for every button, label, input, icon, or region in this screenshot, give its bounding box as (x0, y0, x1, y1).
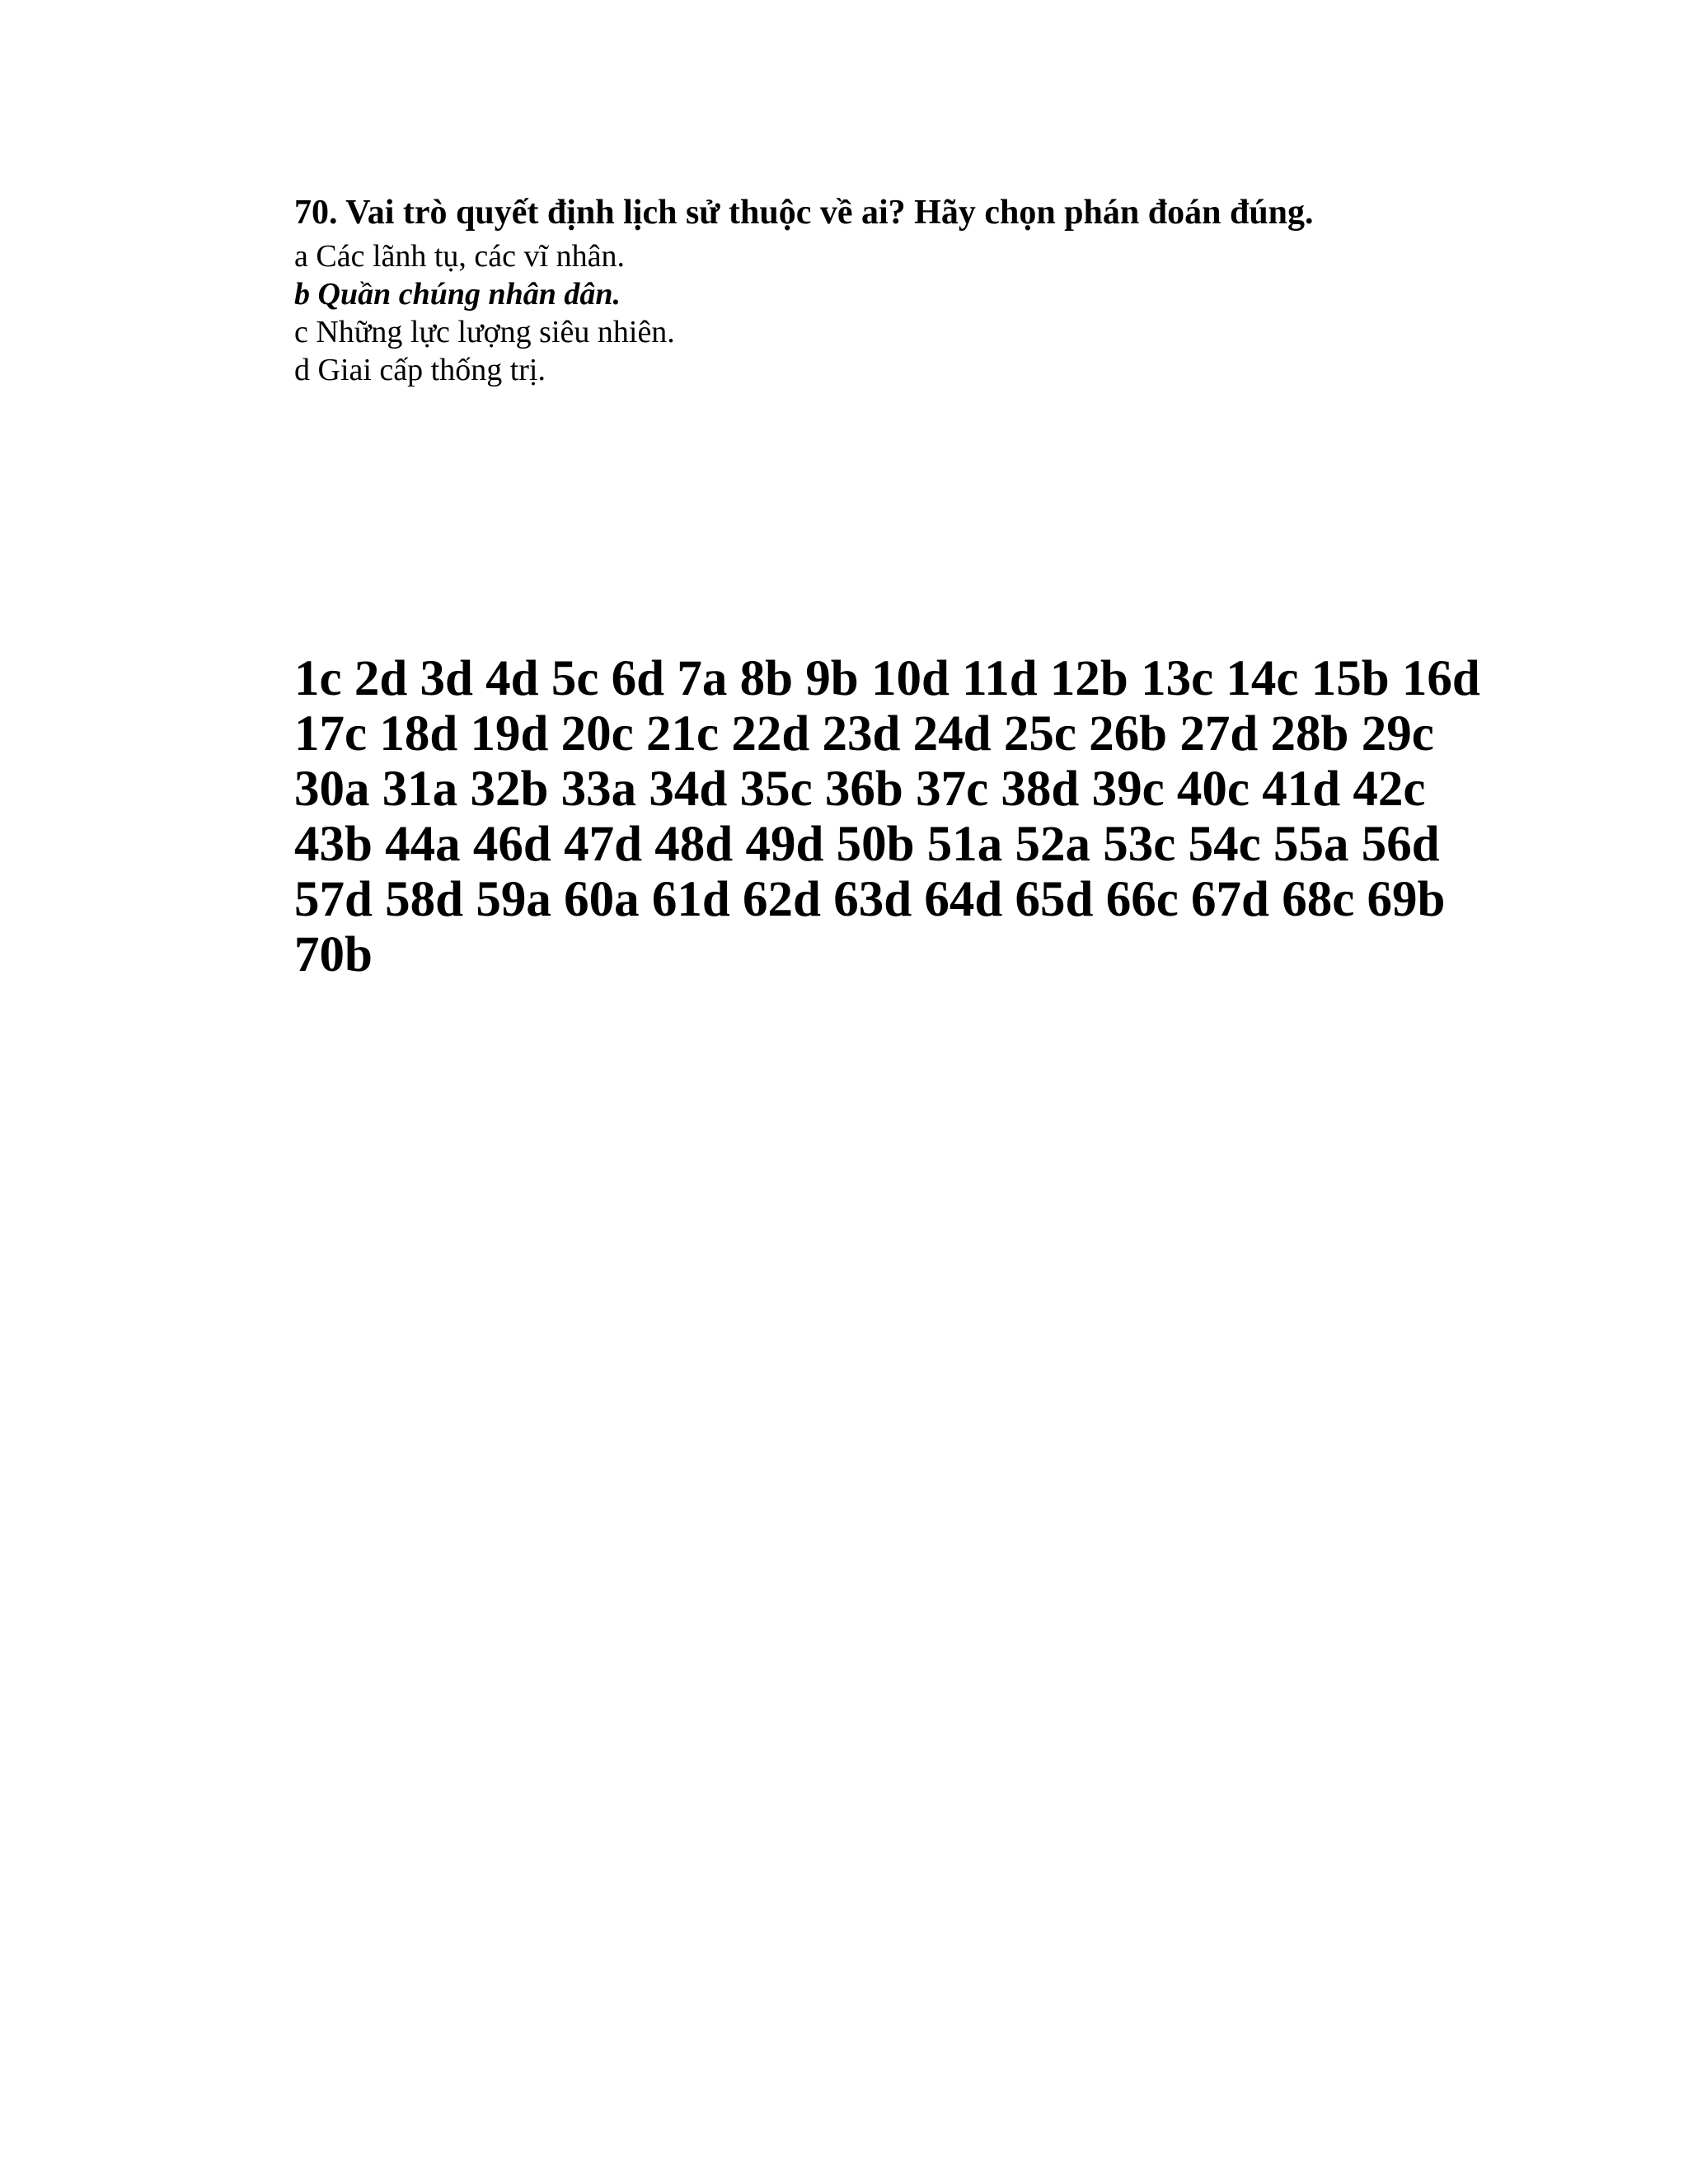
answer-line: 1c 2d 3d 4d 5c 6d 7a 8b 9b 10d 11d 12b 13c 14c 15b 16d (294, 651, 1480, 706)
answer-line: 57d 58d 59a 60a 61d 62d 63d 64d 65d 66c 67d 68c 69b (294, 872, 1446, 927)
option-d: d Giai cấp thống trị. (294, 353, 546, 387)
option-b-correct: b Quần chúng nhân dân. (294, 277, 621, 312)
answer-line: 43b 44a 46d 47d 48d 49d 50b 51a 52a 53c 54c 55a 56d (294, 817, 1440, 872)
option-a: a Các lãnh tụ, các vĩ nhân. (294, 239, 625, 274)
answer-line: 30a 31a 32b 33a 34d 35c 36b 37c 38d 39c 40c 41d 42c (294, 762, 1426, 817)
question-block (294, 191, 1448, 389)
answer-line: 17c 18d 19d 20c 21c 22d 23d 24d 25c 26b 27d 28b 29c (294, 706, 1434, 762)
question-title: 70. Vai trò quyết định lịch sử thuộc về ai? Hãy chọn phán đoán đúng. (294, 194, 1314, 232)
option-c: c Những lực lượng siêu nhiên. (294, 315, 675, 349)
answer-key (294, 651, 1480, 982)
answer-line: 70b (294, 927, 373, 982)
